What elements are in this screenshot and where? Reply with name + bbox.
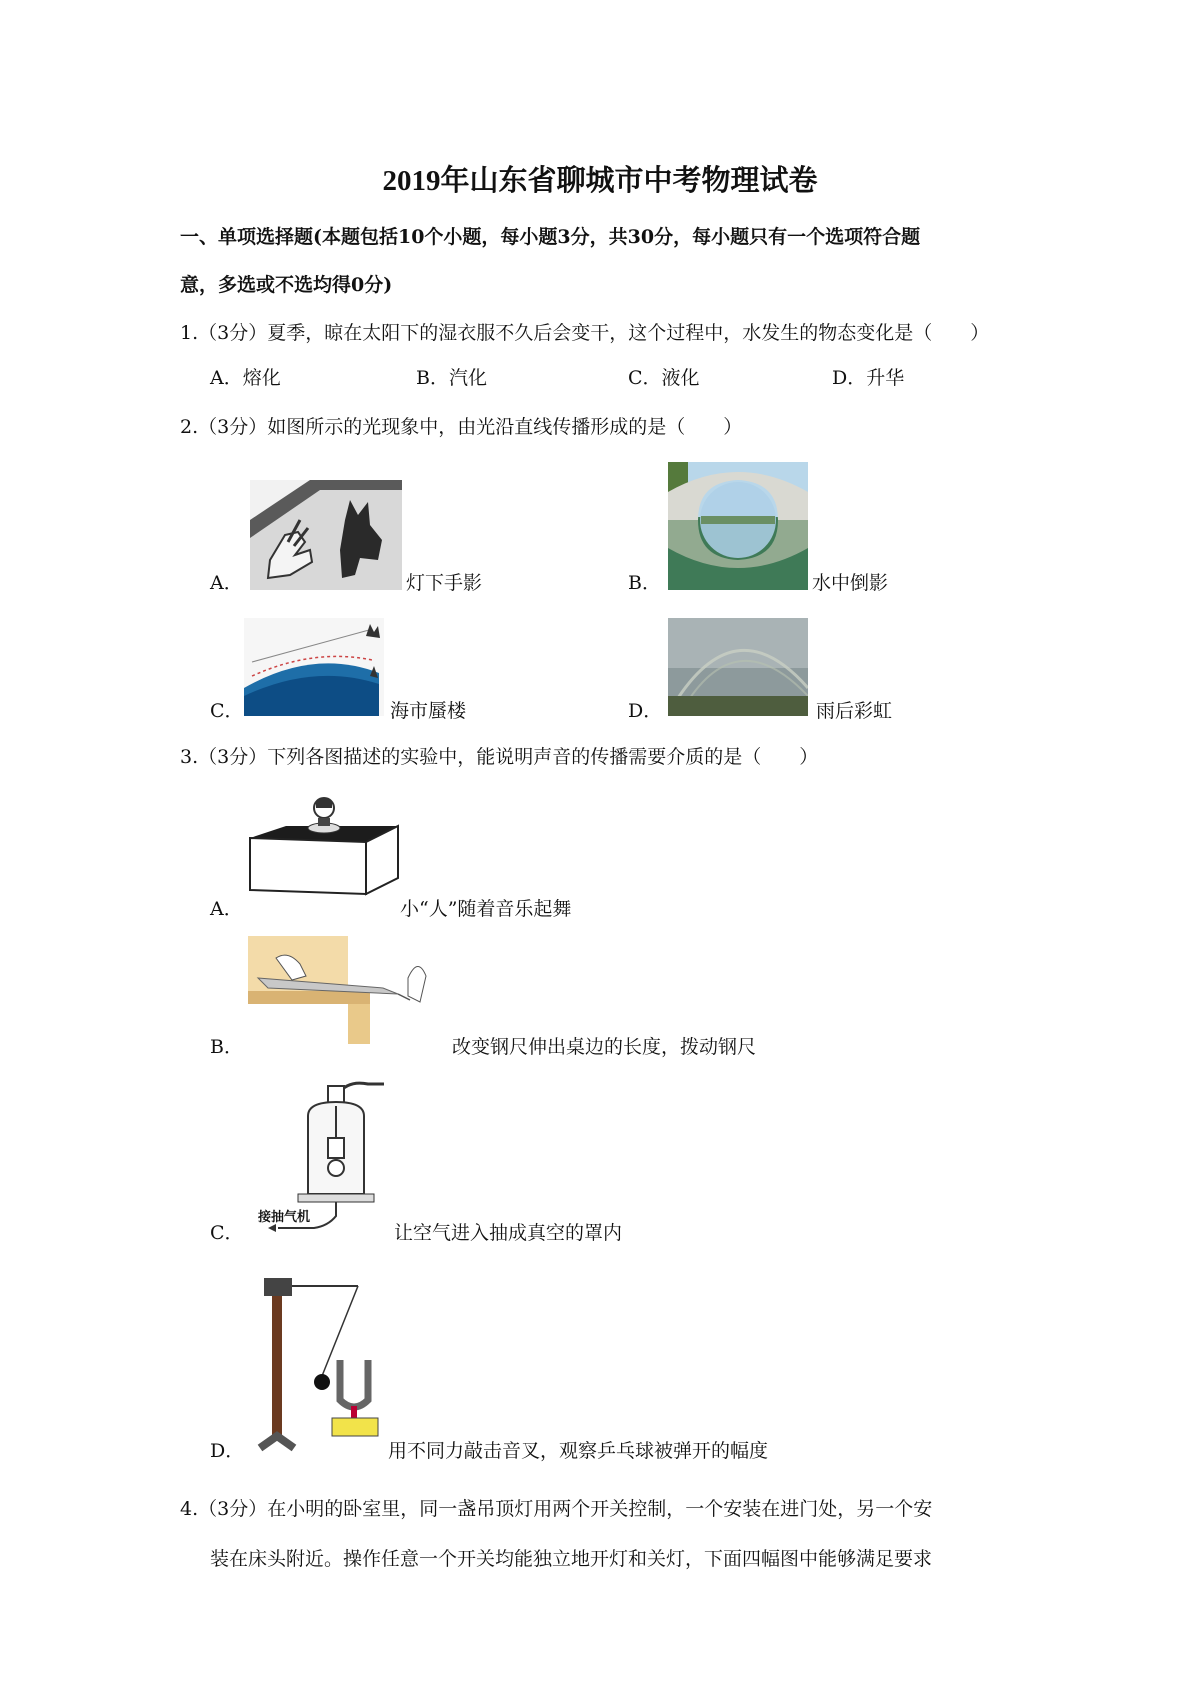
rainbow-image (668, 618, 808, 716)
q2-letter-a: A． (210, 572, 243, 594)
question-2-stem: 2.（3分）如图所示的光现象中，由光沿直线传播形成的是（ ） (180, 416, 743, 438)
hand-shadow-image (250, 480, 402, 590)
q2-caption-a: 灯下手影 (406, 572, 483, 594)
q2-caption-c: 海市蜃楼 (390, 700, 467, 722)
q2-letter-c: C． (210, 700, 244, 722)
q2-caption-b: 水中倒影 (812, 572, 889, 594)
q3-letter-d: D． (210, 1440, 245, 1462)
q3-letter-c: C． (210, 1222, 244, 1244)
bridge-reflection-image (668, 462, 808, 590)
question-4-line1: 4.（3分）在小明的卧室里，同一盏吊顶灯用两个开关控制，一个安装在进门处，另一个安 (180, 1498, 933, 1520)
q3-letter-b: B． (210, 1036, 243, 1058)
q2-letter-b: B． (628, 572, 661, 594)
q3-caption-b: 改变钢尺伸出桌边的长度，拨动钢尺 (452, 1036, 757, 1058)
q3-caption-a: 小“人”随着音乐起舞 (400, 898, 572, 920)
q1-option-d: D．升华 (832, 367, 905, 389)
steel-ruler-image (248, 936, 446, 1044)
question-1-stem: 1.（3分）夏季，晾在太阳下的湿衣服不久后会变干，这个过程中，水发生的物态变化是（ ） (180, 322, 990, 344)
q3-caption-c: 让空气进入抽成真空的罩内 (394, 1222, 623, 1244)
section-heading-line2: 意，多选或不选均得0分) (180, 274, 393, 296)
q1-option-a: A．熔化 (210, 367, 281, 389)
q1-option-b: B．汽化 (416, 367, 487, 389)
mirage-image (244, 618, 384, 716)
section-heading-line1: 一、单项选择题(本题包括10个小题，每小题3分，共30分，每小题只有一个选项符合题 (180, 226, 921, 248)
pump-label: 接抽气机 (258, 1209, 311, 1224)
page-title: 2019年山东省聊城市中考物理试卷 (382, 165, 818, 197)
question-3-stem: 3.（3分）下列各图描述的实验中，能说明声音的传播需要介质的是（ ） (180, 746, 819, 768)
q3-letter-a: A． (210, 898, 243, 920)
q2-letter-d: D． (628, 700, 663, 722)
q3-caption-d: 用不同力敲击音叉，观察乒乓球被弹开的幅度 (388, 1440, 769, 1462)
question-4-line2: 装在床头附近。操作任意一个开关均能独立地开灯和关灯，下面四幅图中能够满足要求 (210, 1548, 933, 1570)
q1-option-c: C．液化 (628, 367, 700, 389)
speaker-box-image (246, 790, 400, 900)
q2-caption-d: 雨后彩虹 (816, 700, 893, 722)
tuning-fork-image (250, 1270, 400, 1458)
